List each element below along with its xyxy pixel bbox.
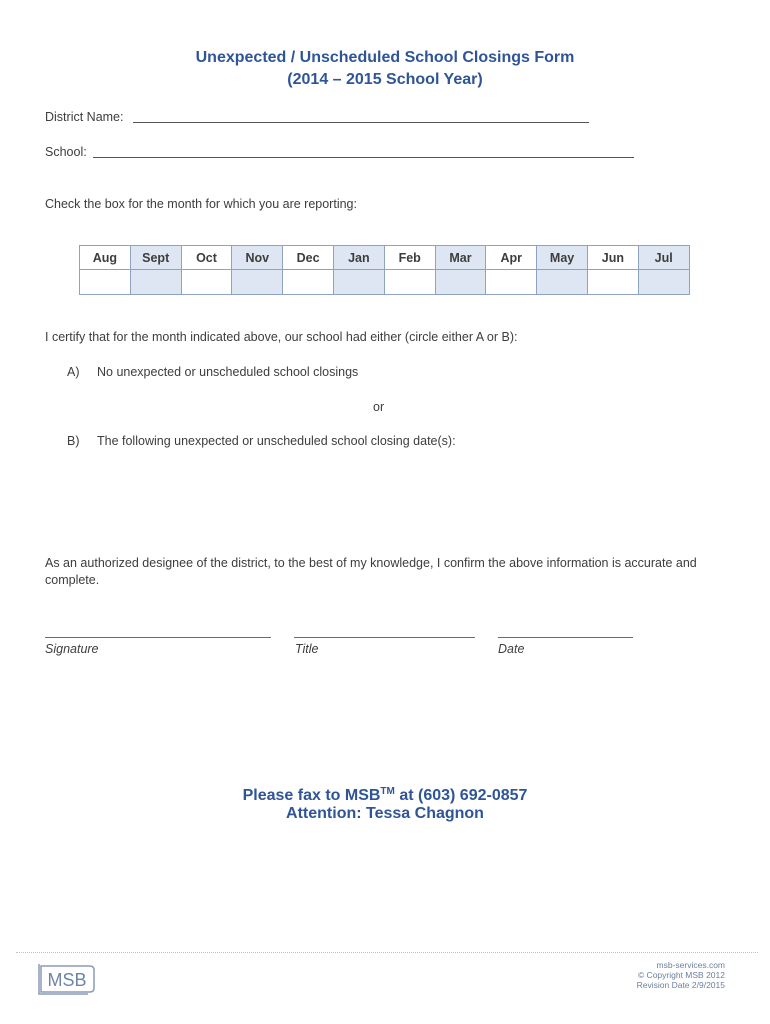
month-label-aug: Aug <box>80 246 131 270</box>
month-checkbox-jan[interactable] <box>333 270 384 295</box>
option-a-letter[interactable]: A) <box>67 365 80 379</box>
trademark-mark: TM <box>380 786 395 797</box>
month-checkbox-row <box>80 270 690 295</box>
month-checkbox-apr[interactable] <box>486 270 537 295</box>
month-checkbox-nov[interactable] <box>232 270 283 295</box>
month-header-row <box>80 246 690 270</box>
title-label: Title <box>295 642 319 656</box>
month-label-may: May <box>537 246 588 270</box>
confirm-line-2: complete. <box>45 573 100 587</box>
option-a-text: No unexpected or unscheduled school closings <box>97 365 359 379</box>
month-label-jun: Jun <box>587 246 638 270</box>
fax-prefix: Please fax to MSB <box>242 787 381 804</box>
month-label-feb: Feb <box>384 246 435 270</box>
title-line[interactable] <box>294 637 475 638</box>
form-subtitle: (2014 – 2015 School Year) <box>287 71 483 88</box>
district-name-label: District Name: <box>45 110 124 124</box>
month-label-sept: Sept <box>130 246 181 270</box>
month-label-jan: Jan <box>333 246 384 270</box>
month-instruction: Check the box for the month for which you are reporting: <box>45 197 357 211</box>
date-line[interactable] <box>498 637 633 638</box>
school-field[interactable] <box>93 157 634 158</box>
month-label-dec: Dec <box>283 246 334 270</box>
month-checkbox-aug[interactable] <box>80 270 131 295</box>
month-checkbox-dec[interactable] <box>283 270 334 295</box>
option-b-text: The following unexpected or unscheduled school closing date(s): <box>97 434 456 448</box>
month-checkbox-may[interactable] <box>537 270 588 295</box>
msb-logo <box>38 961 96 995</box>
footer-website[interactable]: msb-services.com <box>656 960 725 970</box>
month-label-nov: Nov <box>232 246 283 270</box>
date-label: Date <box>498 642 525 656</box>
signature-line[interactable] <box>45 637 271 638</box>
month-label-apr: Apr <box>486 246 537 270</box>
month-label-oct: Oct <box>181 246 232 270</box>
district-name-field[interactable] <box>133 122 589 123</box>
month-checkbox-sept[interactable] <box>130 270 181 295</box>
month-table <box>79 245 690 295</box>
or-text: or <box>373 400 385 414</box>
footer-revision: Revision Date 2/9/2015 <box>636 980 725 990</box>
signature-label: Signature <box>45 642 99 656</box>
fax-number: at (603) 692-0857 <box>394 787 528 804</box>
month-checkbox-feb[interactable] <box>384 270 435 295</box>
month-label-jul: Jul <box>638 246 689 270</box>
footer-copyright: © Copyright MSB 2012 <box>637 970 725 980</box>
logo-text: MSB <box>47 970 87 990</box>
certify-intro: I certify that for the month indicated above, our school had either (circle either A or B): <box>45 330 518 344</box>
month-checkbox-oct[interactable] <box>181 270 232 295</box>
month-checkbox-jul[interactable] <box>638 270 689 295</box>
month-label-mar: Mar <box>435 246 486 270</box>
fax-attention: Attention: Tessa Chagnon <box>286 805 484 822</box>
confirm-line-1: As an authorized designee of the district, to the best of my knowledge, I confirm the above information is accurate and <box>45 556 697 570</box>
footer-divider <box>16 952 758 953</box>
form-title: Unexpected / Unscheduled School Closings Form <box>195 49 575 66</box>
option-b-letter[interactable]: B) <box>67 434 80 448</box>
footer-info <box>637 960 725 990</box>
month-checkbox-mar[interactable] <box>435 270 486 295</box>
school-label: School: <box>45 145 87 159</box>
month-checkbox-jun[interactable] <box>587 270 638 295</box>
